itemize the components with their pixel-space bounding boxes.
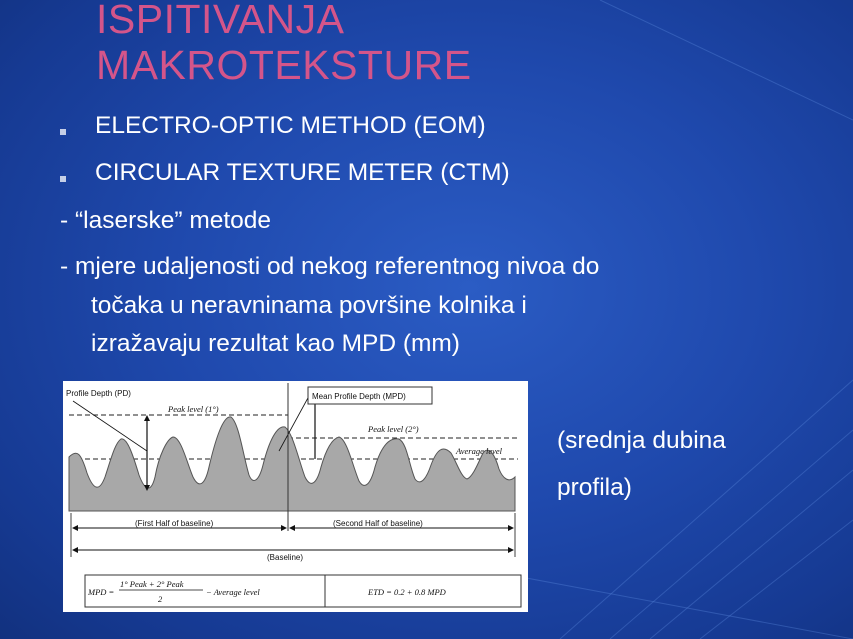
title-line-2: MAKROTEKSTURE bbox=[96, 42, 472, 88]
side-note-line-1: (srednja dubina bbox=[557, 427, 726, 454]
bullet-marker-1 bbox=[60, 129, 66, 135]
dash-item-measure-line-3: izražavaju rezultat kao MPD (mm) bbox=[91, 330, 460, 357]
peak-level-2-label: Peak level (2°) bbox=[368, 424, 419, 434]
average-level-label: Average level bbox=[456, 446, 503, 456]
baseline-label: (Baseline) bbox=[267, 553, 304, 562]
mpd-diagram bbox=[63, 381, 528, 612]
dash-item-measure-line-1: - mjere udaljenosti od nekog referentnog nivoa do bbox=[60, 253, 600, 280]
first-half-label: (First Half of baseline) bbox=[135, 519, 214, 528]
side-note-line-2: profila) bbox=[557, 474, 632, 501]
bullet-item-ctm: CIRCULAR TEXTURE METER (CTM) bbox=[95, 159, 510, 186]
bullet-item-eom: ELECTRO-OPTIC METHOD (EOM) bbox=[95, 112, 486, 139]
bullet-marker-2 bbox=[60, 176, 66, 182]
second-half-label: (Second Half of baseline) bbox=[333, 519, 423, 528]
title-line-1: ISPITIVANJA bbox=[96, 0, 345, 42]
profile-depth-label: Profile Depth (PD) bbox=[66, 389, 131, 398]
etd-formula: ETD = 0.2 + 0.8 MPD bbox=[368, 587, 446, 597]
dash-item-measure-line-2: točaka u neravninama površine kolnika i bbox=[91, 292, 527, 319]
surface-profile bbox=[69, 417, 515, 511]
slide-title bbox=[96, 0, 472, 88]
dash-item-laser-methods: - “laserske” metode bbox=[60, 207, 272, 234]
mpd-label: Mean Profile Depth (MPD) bbox=[312, 392, 406, 401]
mpd-formula-denominator: 2 bbox=[158, 594, 163, 604]
mpd-formula-lhs: MPD = bbox=[88, 587, 115, 597]
mpd-formula-rhs: − Average level bbox=[206, 587, 260, 597]
peak-level-1-label: Peak level (1°) bbox=[168, 404, 219, 414]
mpd-formula-numerator: 1° Peak + 2° Peak bbox=[120, 579, 184, 589]
